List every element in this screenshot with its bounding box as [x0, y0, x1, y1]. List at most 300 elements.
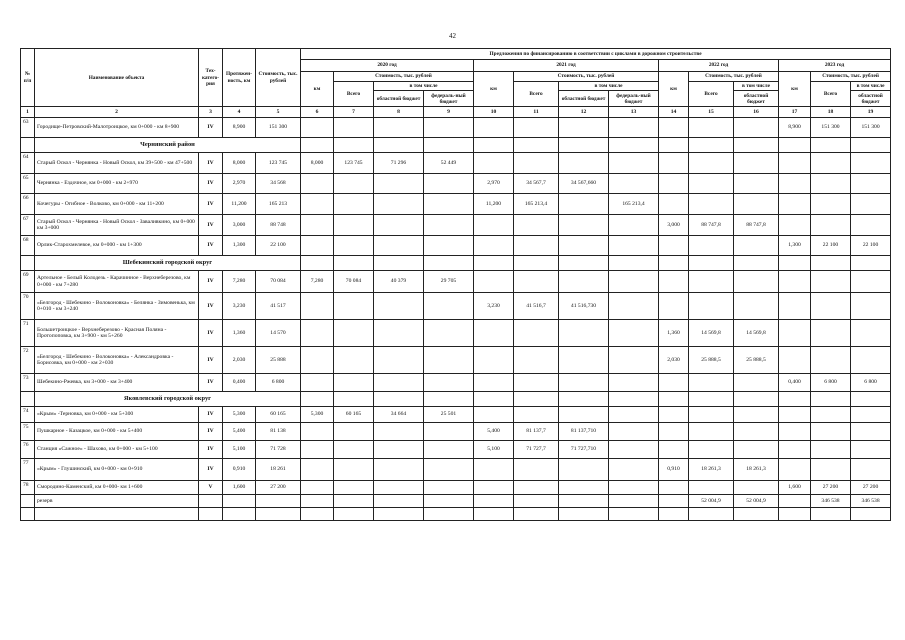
- object-name: Кочегуры - Огибное - Волково, км 0+000 - км 11+200: [35, 194, 199, 215]
- value-cell: [474, 459, 514, 481]
- value-cell: [851, 194, 891, 215]
- row-number: 65: [21, 174, 35, 194]
- table-row: [21, 215, 891, 236]
- value-cell: [609, 407, 659, 423]
- value-cell: [474, 215, 514, 236]
- value-cell: 22 100: [851, 236, 891, 256]
- value-cell: 34 664: [374, 407, 424, 423]
- value-cell: 1,300: [779, 236, 811, 256]
- header-name: Наименование объекта: [35, 49, 199, 107]
- value-cell: [851, 347, 891, 374]
- table-row: [21, 481, 891, 495]
- category-cell: V: [199, 481, 223, 495]
- column-number: 7: [334, 107, 374, 118]
- value-cell: 14 570: [256, 320, 301, 347]
- table-row: [21, 508, 891, 521]
- table-row: [21, 347, 891, 374]
- column-number: 13: [609, 107, 659, 118]
- empty-cell: [424, 392, 474, 407]
- object-name: Старый Оскол - Чернянка - Новый Оскол - Заваливкино, км 0+000 км 3+000: [35, 215, 199, 236]
- empty-cell: [301, 392, 334, 407]
- object-name: «Белгород - Шебекино - Волоконовка» - Белянка - Зимовенька, км 0+010 - км 3+240: [35, 293, 199, 320]
- empty-cell: [659, 392, 689, 407]
- value-cell: [779, 407, 811, 423]
- value-cell: [851, 174, 891, 194]
- value-cell: [659, 174, 689, 194]
- value-cell: [514, 236, 559, 256]
- table-body: [21, 118, 891, 521]
- value-cell: [689, 407, 734, 423]
- value-cell: [424, 423, 474, 441]
- column-number: 1: [21, 107, 35, 118]
- header-federal: федераль-ный бюджет: [609, 91, 659, 107]
- value-cell: [474, 481, 514, 495]
- table-row: [21, 423, 891, 441]
- table-row: [21, 374, 891, 392]
- value-cell: [334, 118, 374, 138]
- value-cell: [334, 194, 374, 215]
- value-cell: 88 747,8: [734, 215, 779, 236]
- value-cell: 151 300: [811, 118, 851, 138]
- value-cell: [689, 481, 734, 495]
- value-cell: [474, 347, 514, 374]
- category-cell: IV: [199, 118, 223, 138]
- value-cell: 81 138: [256, 423, 301, 441]
- value-cell: 25 888,5: [734, 347, 779, 374]
- value-cell: [334, 495, 374, 508]
- value-cell: [424, 481, 474, 495]
- value-cell: [734, 407, 779, 423]
- value-cell: 0,400: [779, 374, 811, 392]
- row-number: [21, 508, 35, 521]
- value-cell: 5,400: [474, 423, 514, 441]
- value-cell: [334, 481, 374, 495]
- value-cell: [851, 441, 891, 459]
- empty-cell: [811, 392, 851, 407]
- value-cell: 2,030: [223, 347, 256, 374]
- table-row: [21, 271, 891, 293]
- object-name: «Белгород - Шебекино - Волоконовка» - Александровка - Борисовка, км 0+000 - км 2+030: [35, 347, 199, 374]
- header-cost-thousands: Стоимость, тыс. рублей: [811, 72, 891, 82]
- value-cell: [514, 347, 559, 374]
- value-cell: [559, 320, 609, 347]
- header-year-2020: 2020 год: [301, 60, 474, 72]
- section-title: Яковлевский городской округ: [35, 392, 301, 407]
- value-cell: [659, 374, 689, 392]
- value-cell: [256, 495, 301, 508]
- row-number: 66: [21, 194, 35, 215]
- object-name: Старый Оскол - Чернянка - Новый Оскол, км 39+500 - км 47+500: [35, 153, 199, 174]
- value-cell: [659, 423, 689, 441]
- value-cell: [734, 194, 779, 215]
- row-number: 75: [21, 423, 35, 441]
- value-cell: [851, 320, 891, 347]
- value-cell: 27 200: [851, 481, 891, 495]
- value-cell: [223, 495, 256, 508]
- header-km: км: [779, 72, 811, 107]
- table-row: [21, 441, 891, 459]
- header-proposals: Предложения по финансированию в соответствии с циклами в дорожном строительстве: [301, 49, 891, 60]
- empty-cell: [514, 256, 559, 271]
- value-cell: 81 137,7: [514, 423, 559, 441]
- section-title: Шебекинский городской округ: [35, 256, 301, 271]
- table-row: [21, 174, 891, 194]
- value-cell: [689, 271, 734, 293]
- value-cell: [256, 508, 301, 521]
- value-cell: [609, 174, 659, 194]
- value-cell: [779, 347, 811, 374]
- value-cell: [559, 508, 609, 521]
- value-cell: 5,300: [301, 407, 334, 423]
- value-cell: [811, 194, 851, 215]
- object-name: резерв: [35, 495, 199, 508]
- header-including: в том числе: [851, 82, 891, 91]
- empty-cell: [474, 138, 514, 153]
- value-cell: [734, 236, 779, 256]
- value-cell: 52 004,9: [689, 495, 734, 508]
- value-cell: [779, 508, 811, 521]
- empty-cell: [811, 138, 851, 153]
- section-row: [21, 256, 891, 271]
- table-row: [21, 153, 891, 174]
- row-number: 68: [21, 236, 35, 256]
- column-number: 19: [851, 107, 891, 118]
- header-regional: областной бюджет: [374, 91, 424, 107]
- value-cell: [689, 236, 734, 256]
- value-cell: [334, 320, 374, 347]
- category-cell: IV: [199, 236, 223, 256]
- value-cell: [474, 495, 514, 508]
- value-cell: [514, 508, 559, 521]
- object-name: «Крым» - Глушинский, км 0+000 - км 0+910: [35, 459, 199, 481]
- value-cell: 0,910: [223, 459, 256, 481]
- category-cell: IV: [199, 423, 223, 441]
- value-cell: [424, 215, 474, 236]
- value-cell: 60 165: [256, 407, 301, 423]
- value-cell: [734, 508, 779, 521]
- header-regional: областной бюджет: [559, 91, 609, 107]
- header-cost: Стоимость, тыс. рублей: [256, 49, 301, 107]
- value-cell: [559, 374, 609, 392]
- column-number: 4: [223, 107, 256, 118]
- header-km: км: [301, 72, 334, 107]
- value-cell: [514, 153, 559, 174]
- row-number: 72: [21, 347, 35, 374]
- value-cell: [374, 194, 424, 215]
- row-number: 63: [21, 118, 35, 138]
- value-cell: 346 538: [851, 495, 891, 508]
- value-cell: [689, 374, 734, 392]
- category-cell: IV: [199, 407, 223, 423]
- category-cell: [199, 495, 223, 508]
- value-cell: [424, 194, 474, 215]
- value-cell: [424, 174, 474, 194]
- value-cell: 1,300: [223, 236, 256, 256]
- column-number: 16: [734, 107, 779, 118]
- header-including: в том числе: [559, 82, 659, 91]
- value-cell: 22 100: [811, 236, 851, 256]
- value-cell: [689, 153, 734, 174]
- object-name: [35, 508, 199, 521]
- empty-cell: [609, 256, 659, 271]
- value-cell: 34 567,7: [514, 174, 559, 194]
- value-cell: [779, 495, 811, 508]
- value-cell: [514, 118, 559, 138]
- object-name: Артельное - Белый Колодезь - Карачинное - Верхнеберезово, км 0+000 - км 7+280: [35, 271, 199, 293]
- value-cell: [559, 118, 609, 138]
- value-cell: 165 213,4: [514, 194, 559, 215]
- value-cell: 6 800: [811, 374, 851, 392]
- value-cell: 5,300: [223, 407, 256, 423]
- empty-cell: [779, 392, 811, 407]
- value-cell: [334, 293, 374, 320]
- empty-cell: [811, 256, 851, 271]
- value-cell: [811, 441, 851, 459]
- empty-cell: [689, 138, 734, 153]
- value-cell: [474, 153, 514, 174]
- section-row: [21, 138, 891, 153]
- value-cell: [301, 236, 334, 256]
- value-cell: [689, 508, 734, 521]
- value-cell: [424, 441, 474, 459]
- value-cell: 34 567,660: [559, 174, 609, 194]
- empty-cell: [514, 138, 559, 153]
- category-cell: IV: [199, 153, 223, 174]
- value-cell: [779, 441, 811, 459]
- value-cell: [334, 215, 374, 236]
- value-cell: [334, 508, 374, 521]
- value-cell: 8,000: [223, 153, 256, 174]
- category-cell: IV: [199, 293, 223, 320]
- value-cell: [779, 320, 811, 347]
- value-cell: [779, 459, 811, 481]
- value-cell: [811, 271, 851, 293]
- value-cell: [559, 215, 609, 236]
- value-cell: [779, 271, 811, 293]
- value-cell: [689, 441, 734, 459]
- value-cell: 25 888,5: [689, 347, 734, 374]
- value-cell: [514, 407, 559, 423]
- section-spacer: [21, 256, 35, 271]
- value-cell: [609, 271, 659, 293]
- value-cell: [374, 508, 424, 521]
- empty-cell: [374, 138, 424, 153]
- empty-cell: [779, 256, 811, 271]
- value-cell: [734, 293, 779, 320]
- value-cell: [609, 153, 659, 174]
- value-cell: 5,100: [474, 441, 514, 459]
- category-cell: IV: [199, 347, 223, 374]
- value-cell: [374, 441, 424, 459]
- value-cell: [659, 407, 689, 423]
- value-cell: [659, 481, 689, 495]
- table-row: [21, 407, 891, 423]
- value-cell: [779, 215, 811, 236]
- section-spacer: [21, 138, 35, 153]
- value-cell: [734, 153, 779, 174]
- value-cell: [689, 118, 734, 138]
- column-number: 8: [374, 107, 424, 118]
- empty-cell: [689, 256, 734, 271]
- value-cell: [779, 423, 811, 441]
- empty-cell: [659, 138, 689, 153]
- empty-cell: [334, 392, 374, 407]
- empty-cell: [374, 256, 424, 271]
- value-cell: [374, 423, 424, 441]
- value-cell: [424, 374, 474, 392]
- empty-cell: [514, 392, 559, 407]
- empty-cell: [424, 138, 474, 153]
- value-cell: [734, 441, 779, 459]
- value-cell: [609, 441, 659, 459]
- value-cell: 2,970: [223, 174, 256, 194]
- page-number: 42: [449, 32, 456, 40]
- header-km: км: [659, 72, 689, 107]
- value-cell: 88 748: [256, 215, 301, 236]
- value-cell: [811, 508, 851, 521]
- value-cell: [374, 495, 424, 508]
- value-cell: 11,200: [474, 194, 514, 215]
- value-cell: [659, 495, 689, 508]
- value-cell: [609, 495, 659, 508]
- value-cell: [609, 215, 659, 236]
- value-cell: [514, 271, 559, 293]
- value-cell: [334, 459, 374, 481]
- value-cell: [474, 508, 514, 521]
- value-cell: 41 516,730: [559, 293, 609, 320]
- empty-cell: [334, 256, 374, 271]
- value-cell: [474, 374, 514, 392]
- header-category: Тех-катего-рия: [199, 49, 223, 107]
- column-number: 15: [689, 107, 734, 118]
- column-number: 14: [659, 107, 689, 118]
- value-cell: [559, 347, 609, 374]
- empty-cell: [374, 392, 424, 407]
- table-row: [21, 194, 891, 215]
- header-including: в том числе: [734, 82, 779, 91]
- value-cell: [851, 459, 891, 481]
- value-cell: [374, 374, 424, 392]
- value-cell: [659, 194, 689, 215]
- header-length: Протяжен-ность, км: [223, 49, 256, 107]
- table-row: [21, 495, 891, 508]
- value-cell: [374, 347, 424, 374]
- value-cell: [424, 293, 474, 320]
- value-cell: [334, 174, 374, 194]
- value-cell: [374, 236, 424, 256]
- column-number: 11: [514, 107, 559, 118]
- value-cell: 3,230: [474, 293, 514, 320]
- header-regional: областной бюджет: [851, 91, 891, 107]
- value-cell: [851, 423, 891, 441]
- row-number: 76: [21, 441, 35, 459]
- value-cell: [609, 118, 659, 138]
- value-cell: 14 569,8: [734, 320, 779, 347]
- value-cell: [301, 423, 334, 441]
- value-cell: 27 200: [256, 481, 301, 495]
- value-cell: [474, 320, 514, 347]
- value-cell: 151 300: [851, 118, 891, 138]
- value-cell: [811, 215, 851, 236]
- value-cell: 3,000: [659, 215, 689, 236]
- value-cell: [301, 174, 334, 194]
- value-cell: 41 517: [256, 293, 301, 320]
- value-cell: [559, 194, 609, 215]
- object-name: Орлик-Старохмелевое, км 0+000 - км 1+300: [35, 236, 199, 256]
- empty-cell: [334, 138, 374, 153]
- value-cell: [301, 215, 334, 236]
- column-number: 6: [301, 107, 334, 118]
- value-cell: 14 569,8: [689, 320, 734, 347]
- column-number: 5: [256, 107, 301, 118]
- value-cell: [301, 508, 334, 521]
- empty-cell: [734, 256, 779, 271]
- value-cell: [301, 293, 334, 320]
- value-cell: [811, 459, 851, 481]
- value-cell: [609, 320, 659, 347]
- row-number: 73: [21, 374, 35, 392]
- value-cell: 11,200: [223, 194, 256, 215]
- value-cell: 40 379: [374, 271, 424, 293]
- category-cell: IV: [199, 374, 223, 392]
- column-number: 17: [779, 107, 811, 118]
- value-cell: [559, 407, 609, 423]
- value-cell: [474, 236, 514, 256]
- empty-cell: [851, 392, 891, 407]
- value-cell: [659, 153, 689, 174]
- value-cell: [334, 347, 374, 374]
- header-total: Всего: [334, 82, 374, 107]
- value-cell: [811, 423, 851, 441]
- value-cell: [659, 508, 689, 521]
- header-total: Всего: [811, 82, 851, 107]
- empty-cell: [474, 256, 514, 271]
- category-cell: IV: [199, 215, 223, 236]
- value-cell: [779, 293, 811, 320]
- empty-cell: [424, 256, 474, 271]
- value-cell: [609, 508, 659, 521]
- value-cell: 7,280: [223, 271, 256, 293]
- empty-cell: [851, 256, 891, 271]
- value-cell: [374, 174, 424, 194]
- header-including: в том числе: [374, 82, 474, 91]
- value-cell: [424, 118, 474, 138]
- empty-cell: [734, 138, 779, 153]
- header-total: Всего: [689, 82, 734, 107]
- empty-cell: [689, 392, 734, 407]
- column-number: 3: [199, 107, 223, 118]
- value-cell: 25 888: [256, 347, 301, 374]
- object-name: Большетроицкое - Верхнеберезово - Красная Поляна - Протопоповка, км 3+900 - км 5+260: [35, 320, 199, 347]
- value-cell: 1,360: [223, 320, 256, 347]
- value-cell: 81 137,710: [559, 423, 609, 441]
- column-number: 10: [474, 107, 514, 118]
- header-year-2022: 2022 год: [659, 60, 779, 72]
- header-total: Всего: [514, 82, 559, 107]
- value-cell: [514, 459, 559, 481]
- value-cell: [474, 407, 514, 423]
- value-cell: 60 165: [334, 407, 374, 423]
- empty-cell: [609, 392, 659, 407]
- section-title: Чернянский район: [35, 138, 301, 153]
- value-cell: [424, 495, 474, 508]
- value-cell: [559, 271, 609, 293]
- value-cell: 8,000: [301, 153, 334, 174]
- object-name: Смородино-Каменский, км 0+000- км 1+600: [35, 481, 199, 495]
- value-cell: [374, 320, 424, 347]
- value-cell: [659, 118, 689, 138]
- empty-cell: [301, 138, 334, 153]
